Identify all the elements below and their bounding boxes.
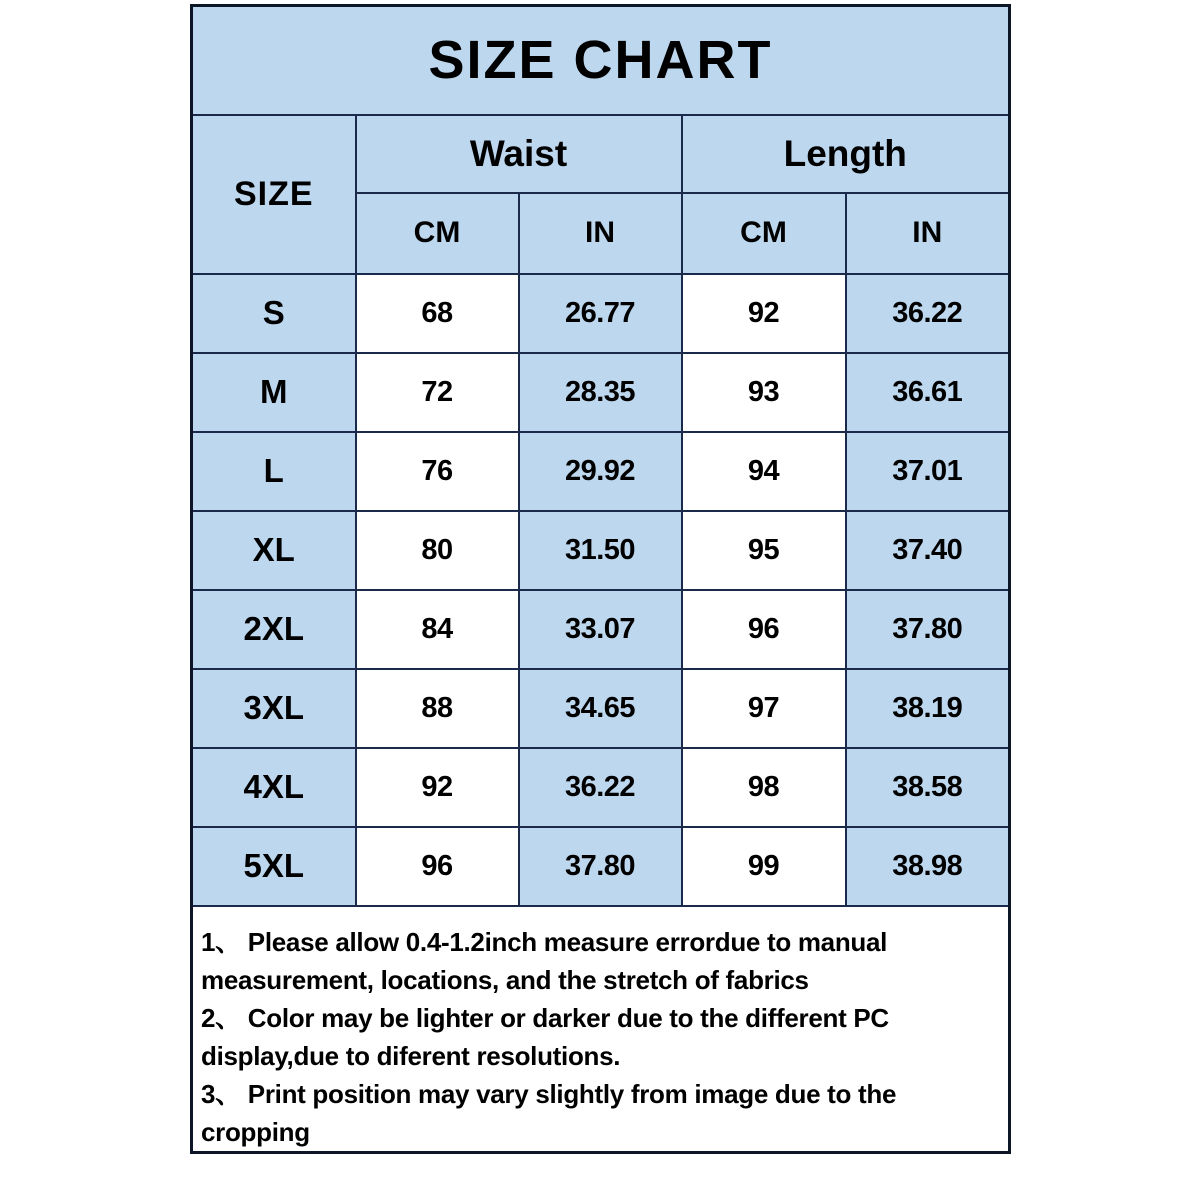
table-row <box>192 748 1010 827</box>
notes-section <box>192 906 1010 1153</box>
size-label: 3XL <box>192 669 356 748</box>
length-in-value: 36.22 <box>846 274 1010 353</box>
waist-in-value: 26.77 <box>519 274 682 353</box>
waist-cm-value: 88 <box>356 669 519 748</box>
length-cm-value: 94 <box>682 432 846 511</box>
table-row <box>192 590 1010 669</box>
waist-in-value: 36.22 <box>519 748 682 827</box>
table-row <box>192 432 1010 511</box>
waist-cm-value: 92 <box>356 748 519 827</box>
table-row <box>192 274 1010 353</box>
length-cm-value: 99 <box>682 827 846 906</box>
length-in-value: 36.61 <box>846 353 1010 432</box>
table-row <box>192 827 1010 906</box>
length-in-value: 38.58 <box>846 748 1010 827</box>
size-label: S <box>192 274 356 353</box>
column-header-length-in: IN <box>846 193 1010 274</box>
column-header-waist: Waist <box>356 115 682 193</box>
length-in-value: 37.40 <box>846 511 1010 590</box>
group-header-row <box>192 115 1010 193</box>
length-in-value: 37.80 <box>846 590 1010 669</box>
length-cm-value: 92 <box>682 274 846 353</box>
note-line-1: 1、 Please allow 0.4-1.2inch measure errordue to manual measurement, locations, and the stretch of fabrics <box>201 926 888 995</box>
size-chart-table <box>190 4 1011 1154</box>
size-label: M <box>192 353 356 432</box>
waist-in-value: 34.65 <box>519 669 682 748</box>
size-label: 4XL <box>192 748 356 827</box>
table-row <box>192 511 1010 590</box>
note-line-2: 2、 Color may be lighter or darker due to the different PC display,due to diferent resolutions. <box>201 1002 889 1071</box>
waist-in-value: 33.07 <box>519 590 682 669</box>
length-in-value: 38.19 <box>846 669 1010 748</box>
column-header-size: SIZE <box>192 115 356 274</box>
length-cm-value: 98 <box>682 748 846 827</box>
size-label: 2XL <box>192 590 356 669</box>
column-header-waist-in: IN <box>519 193 682 274</box>
length-cm-value: 93 <box>682 353 846 432</box>
length-cm-value: 97 <box>682 669 846 748</box>
waist-cm-value: 80 <box>356 511 519 590</box>
table-row <box>192 669 1010 748</box>
waist-in-value: 37.80 <box>519 827 682 906</box>
waist-cm-value: 72 <box>356 353 519 432</box>
title-row <box>192 6 1010 115</box>
table-row <box>192 353 1010 432</box>
waist-in-value: 31.50 <box>519 511 682 590</box>
length-cm-value: 95 <box>682 511 846 590</box>
size-label: XL <box>192 511 356 590</box>
size-label: 5XL <box>192 827 356 906</box>
waist-cm-value: 84 <box>356 590 519 669</box>
waist-in-value: 29.92 <box>519 432 682 511</box>
note-line-3: 3、 Print position may vary slightly from image due to the cropping <box>201 1078 897 1147</box>
column-header-waist-cm: CM <box>356 193 519 274</box>
waist-cm-value: 68 <box>356 274 519 353</box>
waist-in-value: 28.35 <box>519 353 682 432</box>
length-cm-value: 96 <box>682 590 846 669</box>
notes-row <box>192 906 1010 1153</box>
size-label: L <box>192 432 356 511</box>
column-header-length: Length <box>682 115 1010 193</box>
page-title: SIZE CHART <box>192 6 1010 115</box>
waist-cm-value: 76 <box>356 432 519 511</box>
length-in-value: 37.01 <box>846 432 1010 511</box>
column-header-length-cm: CM <box>682 193 846 274</box>
length-in-value: 38.98 <box>846 827 1010 906</box>
waist-cm-value: 96 <box>356 827 519 906</box>
